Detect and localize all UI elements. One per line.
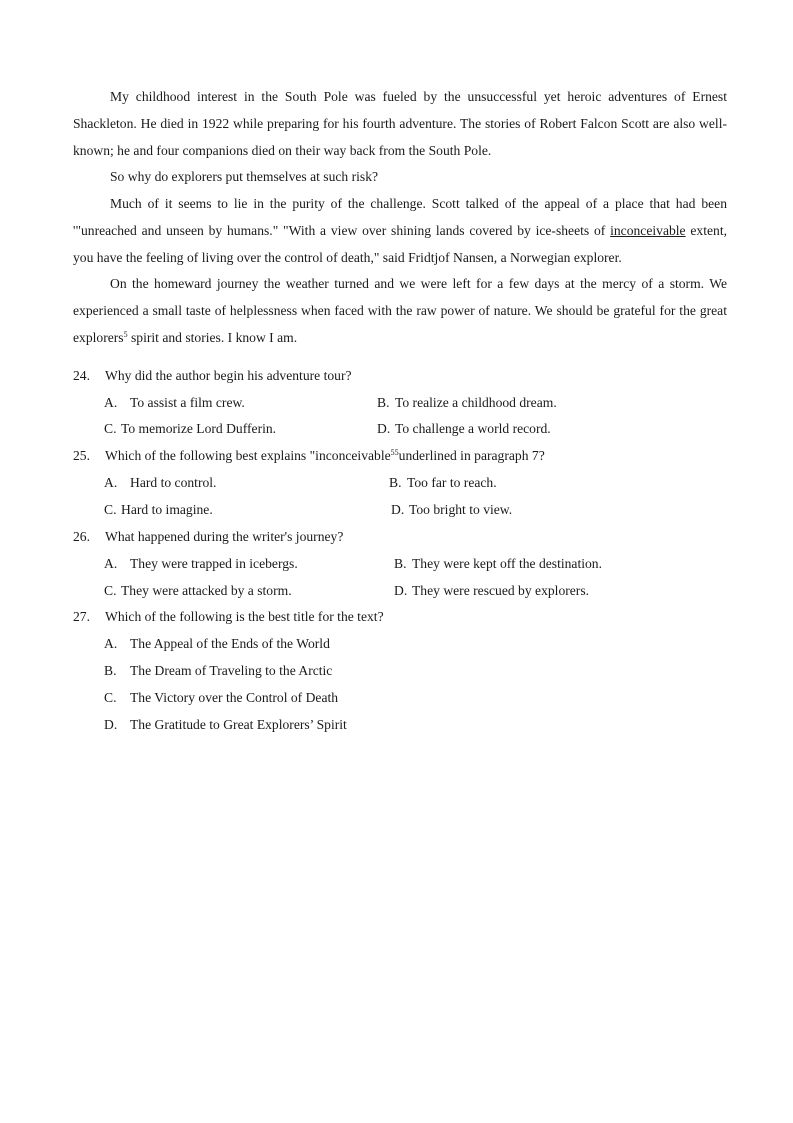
option-letter: A. [104,636,118,651]
question-27-option-c [104,688,338,708]
passage-paragraph-2 [73,164,727,191]
passage-paragraph-1 [73,84,727,164]
question-24-option-b [377,393,557,413]
option-text: The Victory over the Control of Death [130,690,339,705]
question-26-stem [73,527,343,547]
option-text: To assist a film crew. [130,395,245,410]
paragraph-text: extent, you have the feeling of living over the control of death," said Fridtjof Nansen, a Norwegian explorer. [73,222,728,265]
option-letter: B. [389,475,402,490]
question-24-stem [73,366,352,386]
question-25-option-b [389,473,497,493]
question-text: Which of the following is the best title for the text? [105,609,384,624]
option-letter: B. [394,556,407,571]
question-26-option-c [104,581,292,601]
question-25-stem [73,446,545,466]
option-letter: B. [104,663,117,678]
passage-paragraph-3 [73,191,727,271]
question-25-option-a [104,473,216,493]
option-text: Too far to reach. [407,475,497,490]
underlined-word: inconceivable [610,222,686,238]
question-24-option-d [377,419,551,439]
question-26-option-a [104,554,298,574]
option-letter: A. [104,395,118,410]
option-letter: D. [104,717,118,732]
question-27-option-a [104,634,330,654]
option-text: They were trapped in icebergs. [130,556,298,571]
option-letter: A. [104,475,118,490]
question-number: 26. [73,529,90,544]
option-letter: A. [104,556,118,571]
option-text: They were attacked by a storm. [121,583,292,598]
option-text: To realize a childhood dream. [395,395,557,410]
option-letter: B. [377,395,390,410]
question-27-option-b [104,661,332,681]
superscript-mark: 55 [390,448,399,457]
paragraph-text: My childhood interest in the South Pole was fueled by the unsuccessful yet heroic adventures of Ernest Shackleton. He died in 1922 while preparing for his fourth adventure. The stories of Robert Falcon Scott are also well-known; he and four companions died on their way back from the South Pole. [73,89,727,158]
option-letter: C. [104,690,117,705]
paragraph-text: On the homeward journey the weather turned and we were left for a few days at the mercy of a storm. We experienced a small taste of helplessness when faced with the raw power of nature. We should be grateful for the great explorers [73,276,727,345]
option-text: The Gratitude to Great Explorers’ Spirit [130,717,347,732]
question-text: underlined in paragraph 7? [398,448,545,463]
question-27-stem [73,607,384,627]
question-25-option-d [391,500,512,520]
paragraph-text: Much of it seems to lie in the purity of the challenge. Scott talked of the appeal of a place that had been '"unreached and unseen by humans." "With a view over shining lands covered by ice-sheets of [73,196,727,238]
option-text: Hard to imagine. [121,502,213,517]
option-text: To memorize Lord Dufferin. [121,421,277,436]
superscript-mark: 5 [123,329,128,339]
question-text: Which of the following best explains "inconceivable [105,448,391,463]
option-text: Too bright to view. [409,502,513,517]
option-text: The Appeal of the Ends of the World [130,636,330,651]
question-26-option-b [394,554,602,574]
question-number: 25. [73,448,90,463]
option-letter: D. [391,502,405,517]
option-text: The Dream of Traveling to the Arctic [130,663,333,678]
question-26-option-d [394,581,589,601]
option-text: They were rescued by explorers. [412,583,590,598]
option-text: To challenge a world record. [395,421,551,436]
question-number: 24. [73,368,90,383]
option-text: They were kept off the destination. [412,556,603,571]
option-letter: C. [104,421,117,436]
question-27-option-d [104,715,347,735]
option-letter: D. [394,583,408,598]
paragraph-text: spirit and stories. I know I am. [127,329,298,345]
question-24-option-c [104,419,276,439]
passage-paragraph-4 [73,271,727,351]
option-text: Hard to control. [130,475,217,490]
option-letter: C. [104,583,117,598]
paragraph-text: So why do explorers put themselves at such risk? [110,169,379,184]
question-24-option-a [104,393,245,413]
question-25-option-c [104,500,213,520]
question-text: What happened during the writer's journey? [105,529,344,544]
question-text: Why did the author begin his adventure tour? [105,368,352,383]
option-letter: D. [377,421,391,436]
option-letter: C. [104,502,117,517]
question-number: 27. [73,609,90,624]
